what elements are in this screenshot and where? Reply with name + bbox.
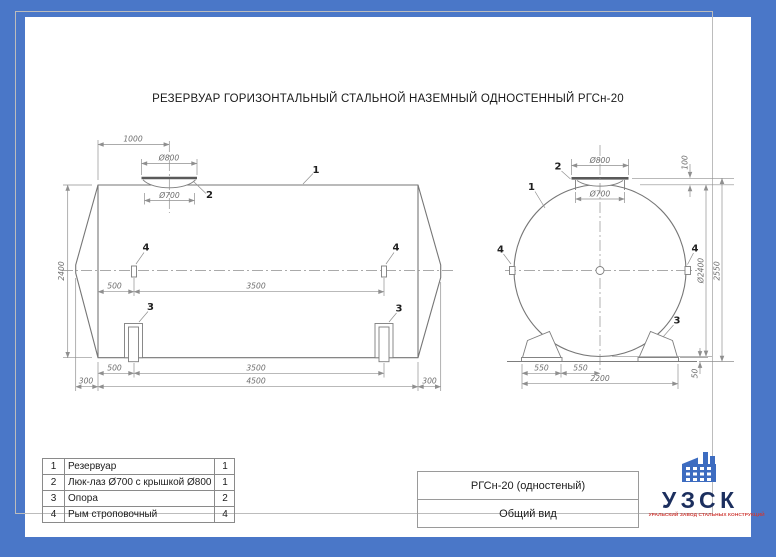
dim-lug-span: 3500: [246, 281, 266, 291]
part-number: 4: [43, 507, 65, 523]
callout-tank: 1: [528, 182, 535, 193]
part-qty: 1: [215, 475, 235, 491]
dim-support-height: 50: [690, 368, 700, 379]
callout-manhole: 2: [206, 190, 213, 201]
dim-neck-dia: Ø700: [589, 189, 611, 199]
support-right: [375, 324, 393, 362]
dim-support-spacing-right: 550: [573, 363, 588, 373]
designation: РГСн-20 (одностеный): [418, 472, 638, 500]
view-name: Общий вид: [499, 507, 557, 520]
dim-base-width: 2200: [590, 373, 610, 383]
dim-lug-offset: 500: [107, 281, 122, 291]
lug-left: [510, 267, 516, 275]
dim-neck-dia: Ø700: [159, 190, 180, 200]
dim-total-height: 2550: [712, 261, 722, 281]
support-left: [522, 332, 563, 362]
table-row: [43, 459, 235, 475]
manhole-side: [142, 141, 198, 213]
dim-manhole-offset: 1000: [123, 134, 143, 144]
dim-cone-left: 300: [78, 376, 94, 386]
table-row: [43, 507, 235, 523]
parts-table: [42, 458, 235, 523]
table-row: [43, 491, 235, 507]
table-row: [43, 475, 235, 491]
lug-left: [132, 266, 137, 277]
part-name: Резервуар: [65, 459, 215, 475]
drawing-title: РЕЗЕРВУАР ГОРИЗОНТАЛЬНЫЙ СТАЛЬНОЙ НАЗЕМНЫЙ ОДНОСТЕННЫЙ РГСн-20: [152, 93, 624, 105]
dim-support-spacing-left: 550: [534, 363, 549, 373]
support-left: [125, 324, 143, 362]
dim-manhole-height: 100: [680, 155, 690, 170]
dim-shell-dia: Ø2400: [696, 257, 706, 284]
side-view: [57, 135, 455, 392]
company-logo: [646, 452, 765, 524]
callout-support-right: 3: [395, 303, 403, 315]
support-right: [638, 332, 679, 362]
part-qty: 4: [215, 507, 235, 523]
callout-support-left: 3: [147, 302, 154, 313]
callout-tank: 1: [312, 165, 320, 176]
part-name: Рым строповочный: [65, 507, 215, 523]
lug-right: [382, 266, 387, 277]
callout-lug-right: 4: [691, 243, 699, 255]
logo-subtitle: УРАЛЬСКИЙ ЗАВОД СТАЛЬНЫХ КОНСТРУКЦИЙ: [648, 512, 765, 518]
callout-manhole: 2: [554, 161, 562, 173]
factory-icon: [678, 452, 718, 483]
part-name: Люк-лаз Ø700 с крышкой Ø800: [65, 475, 215, 491]
dim-flange-dia: Ø800: [158, 153, 180, 163]
dim-support-span: 3500: [246, 363, 266, 373]
part-qty: 1: [215, 459, 235, 475]
center-mark: [596, 267, 604, 275]
part-number: 1: [43, 459, 65, 475]
part-number: 3: [43, 491, 65, 507]
dim-support-offset: 500: [107, 363, 122, 373]
part-name: Опора: [65, 491, 215, 507]
dim-flange-dia: Ø800: [589, 155, 611, 165]
title-block: [417, 471, 639, 528]
end-view: [497, 145, 734, 389]
dim-shell-dia: 2400: [57, 261, 67, 281]
lug-right: [685, 267, 691, 275]
part-qty: 2: [215, 491, 235, 507]
callout-support: 3: [673, 315, 681, 327]
dim-cone-right: 300: [422, 376, 437, 386]
callout-lug-right: 4: [392, 242, 400, 254]
logo-abbr: УЗСК: [661, 487, 739, 513]
callout-lug-left: 4: [497, 244, 504, 256]
callout-lug-left: 4: [142, 242, 150, 254]
part-number: 2: [43, 475, 65, 491]
dim-shell-length: 4500: [246, 376, 266, 386]
